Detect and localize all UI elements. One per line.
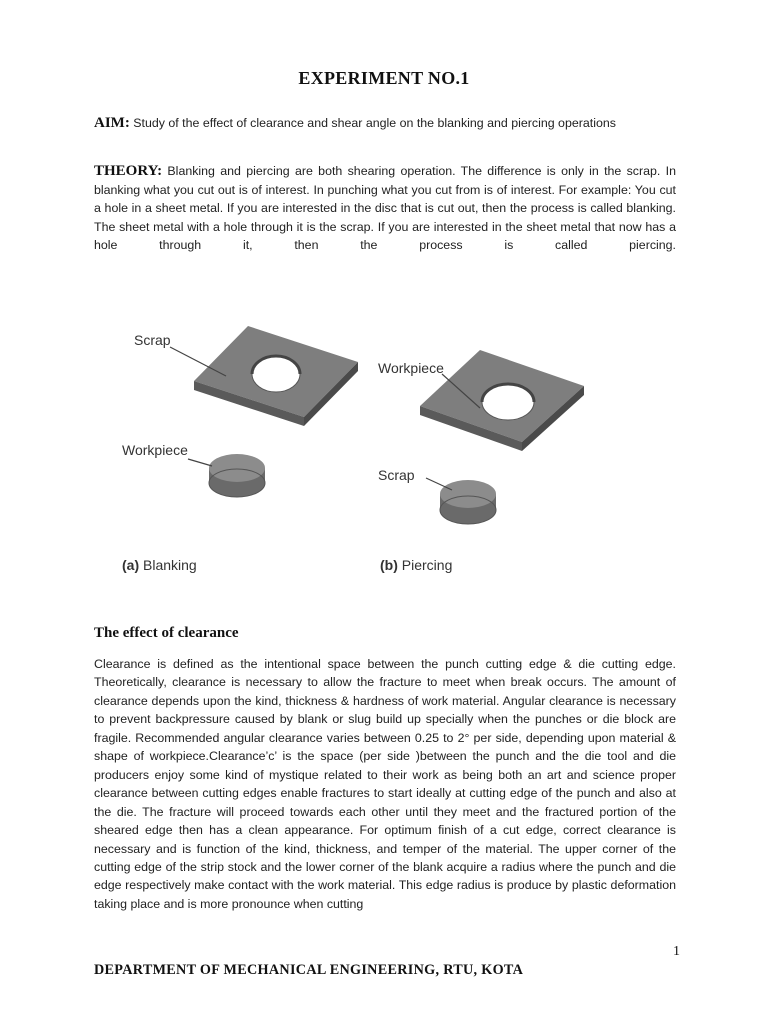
page-number: 1 bbox=[673, 944, 680, 959]
aim-label: AIM: bbox=[94, 115, 130, 131]
aim-text: Study of the effect of clearance and shear angle on the blanking and piercing operations bbox=[129, 116, 616, 130]
blanking-piercing-figure bbox=[108, 318, 588, 588]
blanking-workpiece-disc bbox=[209, 454, 265, 497]
department-footer: DEPARTMENT OF MECHANICAL ENGINEERING, RTU, KOTA bbox=[94, 962, 524, 978]
experiment-title: EXPERIMENT NO.1 bbox=[298, 68, 470, 88]
piercing-scrap-label: Scrap bbox=[378, 467, 415, 483]
theory-label: THEORY: bbox=[94, 163, 163, 179]
section-heading: The effect of clearance bbox=[94, 625, 239, 641]
aim-paragraph bbox=[94, 114, 676, 133]
blanking-scrap-label: Scrap bbox=[134, 332, 171, 348]
piercing-workpiece-label: Workpiece bbox=[378, 360, 444, 376]
blanking-scrap-plate bbox=[194, 326, 358, 426]
theory-text: Blanking and piercing are both shearing operation. The difference is only in the scrap. In blanking what you cut out is of interest. In punching what you cut from is of interest. For example: You cut a hole in a sheet metal. If you are interested in the disc that is cut out, then the process is called blanking. The sheet metal with a hole through it is the scrap. If you are interested in the sheet metal that now has a hole through it, then the process is called piercing. bbox=[94, 164, 676, 252]
blanking-caption: (a) Blanking bbox=[122, 557, 197, 573]
piercing-scrap-disc bbox=[440, 480, 496, 524]
clearance-paragraph: Clearance is defined as the intentional space between the punch cutting edge & die cutting edge. Theoretically, clearance is necessary to allow the fracture to meet when break occurs. The amount of clearance depends upon the kind, thickness & hardness of work material. Angular clearance is necessary to prevent backpressure caused by blank or slug build up specially when the punches or die block are fragile. Recommended angular clearance varies between 0.25 to 2° per side, depending upon material & shape of workpiece.Clearance’c’ is the space (per side )between the punch and the die tool and die producers enjoy some kind of mystique related to their work as being both an art and science proper clearance between cutting edges enable fractures to start ideally at cutting edge of the punch and also at the die. The fracture will proceed towards each other until they meet and the fractured portion of the sheared edge then has a clean appearance. For optimum finish of a cut edge, correct clearance is necessary and is function of the kind, thickness, and temper of the material. The upper corner of the cutting edge of the strip stock and the lower corner of the blank acquire a radius where the punch and die edge respectively make contact with the work material. This edge radius is produce by plastic deformation taking place and is more pronounce when cutting bbox=[94, 657, 676, 911]
theory-paragraph bbox=[94, 162, 676, 255]
piercing-caption: (b) Piercing bbox=[380, 557, 453, 573]
blanking-workpiece-label: Workpiece bbox=[122, 442, 188, 458]
piercing-scrap-leader-line bbox=[426, 478, 452, 490]
piercing-workpiece-plate bbox=[420, 350, 584, 451]
workpiece-leader-line bbox=[188, 459, 212, 466]
